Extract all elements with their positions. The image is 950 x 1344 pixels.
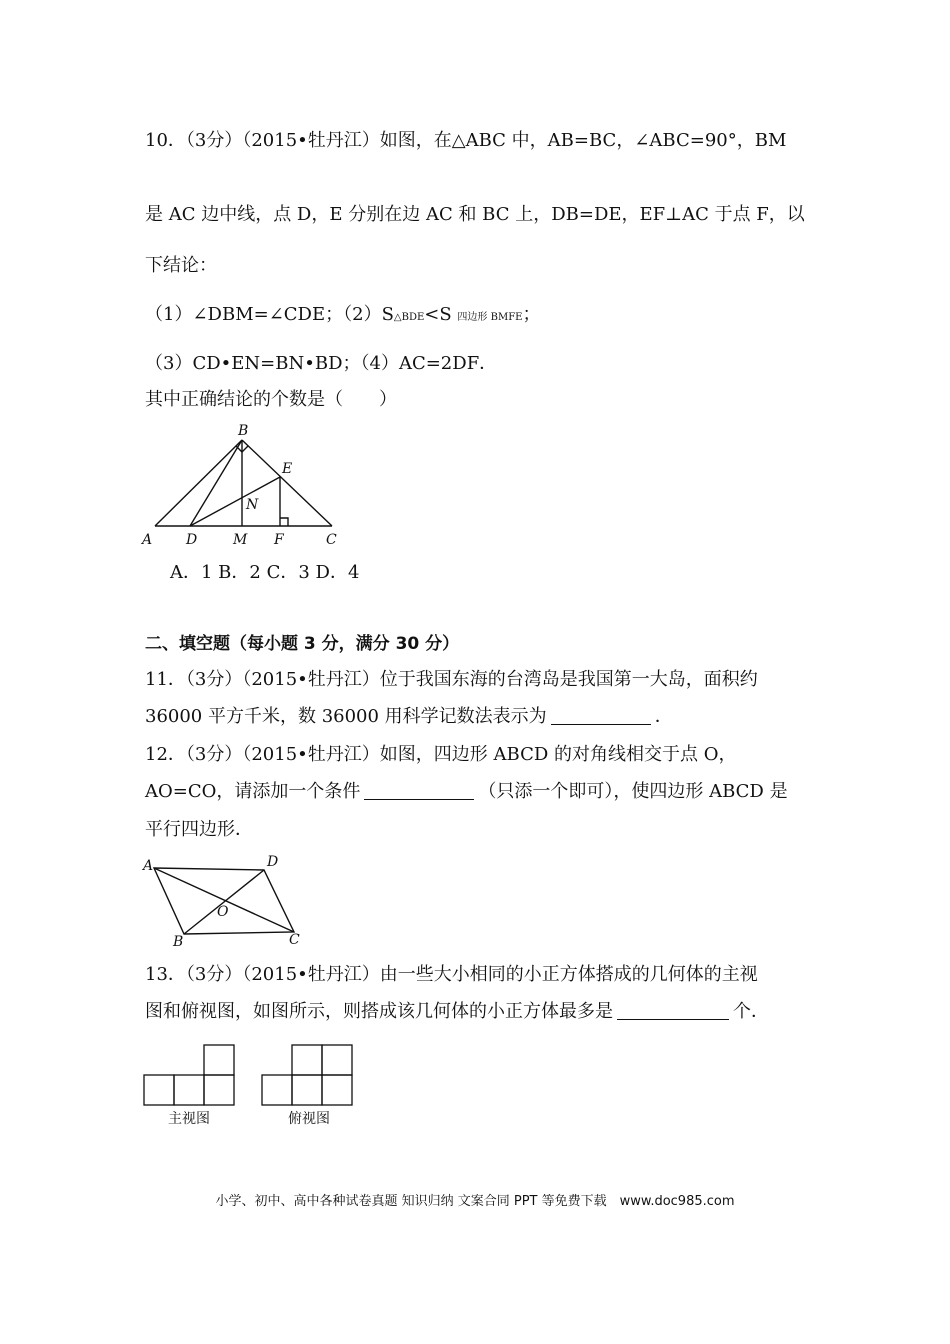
q12-label-O: O (217, 904, 229, 920)
q10-c1-sub2: 四边形 BMFE (457, 312, 523, 323)
q12-line2-end: （只添一个即可），使四边形 ABCD 是 (478, 781, 788, 802)
q10-options: A．1 B．2 C．3 D．4 (170, 562, 360, 583)
q13-line2 (145, 1000, 769, 1024)
q10-label-D: D (186, 532, 198, 548)
q10-ask: 其中正确结论的个数是（ ） (145, 389, 397, 410)
q10-label-F: F (274, 532, 284, 548)
q11-line2 (145, 705, 673, 729)
q13-line2-end: 个． (733, 1001, 769, 1022)
q12-line2 (145, 780, 788, 804)
q10-c1-sub: △BDE (393, 312, 425, 323)
q10-line2: 是 AC 边中线，点 D，E 分别在边 AC 和 BC 上，DB=DE，EF⊥AC 于点 F，以 (145, 204, 805, 225)
page-footer: 小学、初中、高中各种试卷真题 知识归纳 文案合同 PPT 等免费下载 www.doc985.com (215, 1194, 735, 1209)
q10-label-A: A (142, 532, 153, 548)
q12-answer-blank[interactable] (364, 781, 474, 800)
q13-top-view-figure (261, 1044, 356, 1106)
q13-front-view-figure (143, 1044, 238, 1106)
q13-line1: 13．（3分）（2015•牡丹江）由一些大小相同的小正方体搭成的几何体的主视 (145, 964, 758, 985)
q12-label-C: C (289, 932, 300, 948)
q13-answer-blank[interactable] (617, 1001, 729, 1020)
q10-c1: （1）∠DBM=∠CDE；（2）S (145, 304, 394, 325)
q10-line3: 下结论： (145, 255, 217, 276)
q12-line3: 平行四边形． (145, 819, 253, 840)
q11-line2-end: ． (654, 706, 673, 727)
q10-label-E: E (282, 461, 293, 477)
q13-line2-text: 图和俯视图，如图所示，则搭成该几何体的小正方体最多是 (145, 1001, 613, 1022)
q10-conclusions-1-2 (145, 303, 540, 330)
q10-label-M: M (233, 532, 248, 548)
q10-conclusions-3-4: （3）CD•EN=BN•BD；（4）AC=2DF． (145, 353, 498, 374)
q11-line1: 11．（3分）（2015•牡丹江）位于我国东海的台湾岛是我国第一大岛，面积约 (145, 669, 758, 690)
q12-parallelogram-figure (140, 850, 310, 950)
q10-line1: 10．（3分）（2015•牡丹江）如图，在△ABC 中，AB=BC，∠ABC=90°，BM (145, 130, 787, 151)
q13-top-view-caption: 俯视图 (288, 1111, 330, 1127)
q12-label-B: B (173, 934, 184, 950)
q10-c1-mid: <S (424, 304, 458, 325)
q10-label-B: B (238, 423, 249, 439)
section-2-title: 二、填空题（每小题 3 分，满分 30 分） (145, 634, 460, 654)
q13-front-view-caption: 主视图 (168, 1111, 210, 1127)
q12-label-D: D (267, 854, 279, 870)
q12-line2-text: AO=CO，请添加一个条件 (145, 781, 361, 802)
q12-line1: 12．（3分）（2015•牡丹江）如图，四边形 ABCD 的对角线相交于点 O， (145, 744, 737, 765)
q10-c1-end: ； (522, 304, 541, 325)
q12-label-A: A (143, 858, 154, 874)
q10-label-N: N (246, 497, 259, 513)
q10-triangle-figure (140, 420, 350, 550)
q10-label-C: C (326, 532, 337, 548)
q11-answer-blank[interactable] (551, 706, 651, 725)
q11-line2-text: 36000 平方千米，数 36000 用科学记数法表示为 (145, 706, 547, 727)
